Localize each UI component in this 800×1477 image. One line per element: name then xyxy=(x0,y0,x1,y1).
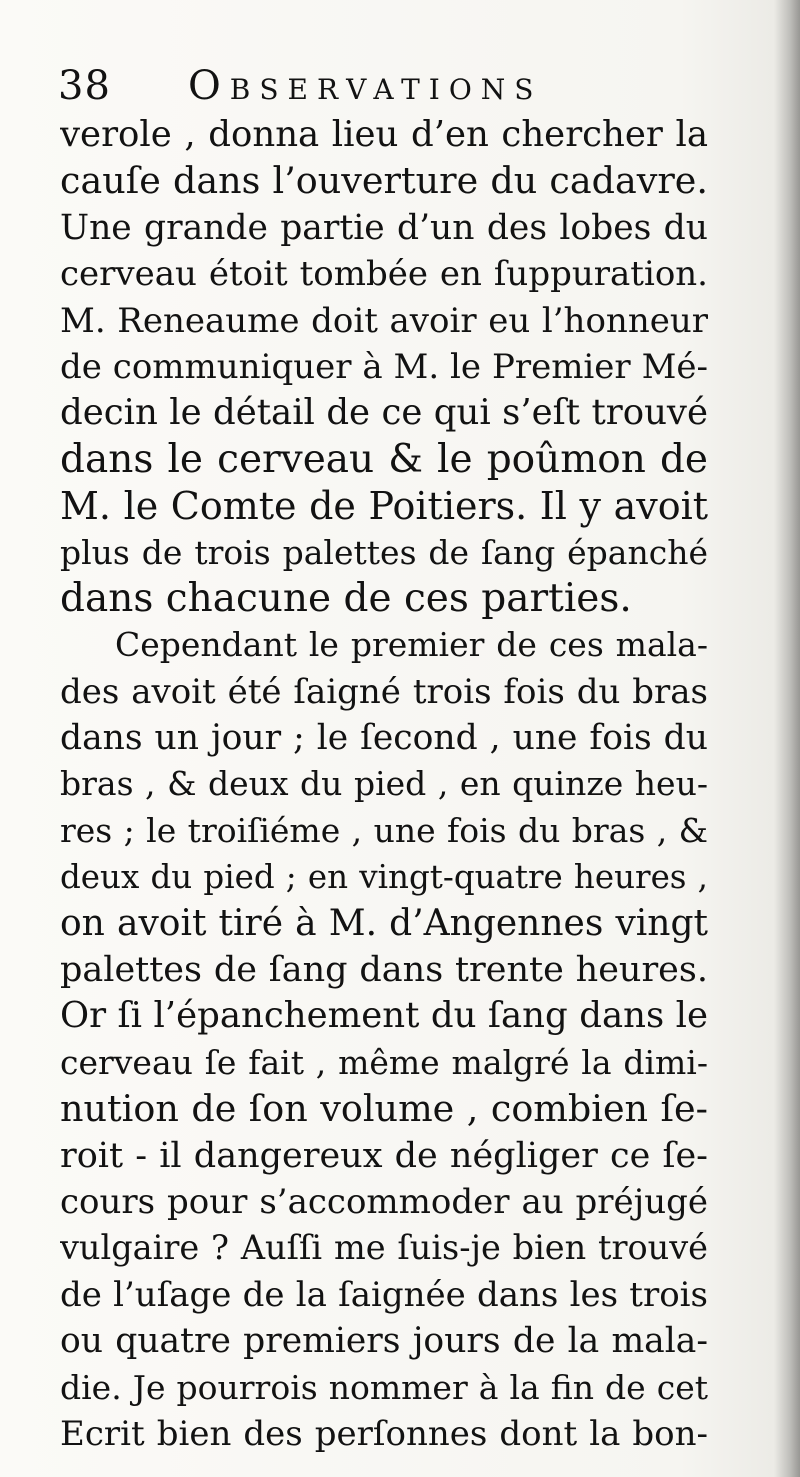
text-line: verole , donna lieu d’en chercher la xyxy=(60,114,708,155)
text-line: res ; le troiſiéme , une fois du bras , & xyxy=(60,810,708,850)
text-line: Or ſi l’épanchement du ſang dans le xyxy=(60,995,708,1037)
text-line: die. Je pourrois nommer à la fin de cet xyxy=(60,1367,708,1407)
text-line: cerveau ſe fait , même malgré la dimi- xyxy=(60,1042,708,1082)
text-line: bras , & deux du pied , en quinze heu- xyxy=(60,764,708,804)
text-line: deux du pied ; en vingt-quatre heures , xyxy=(60,858,708,897)
text-line: on avoit tiré à M. d’Angennes vingt xyxy=(60,902,708,944)
page-number: 38 xyxy=(58,63,111,109)
text-line: dans chacune de ces parties. xyxy=(60,575,632,621)
text-line: plus de trois palettes de ſang épanché xyxy=(60,532,708,572)
text-line: M. Reneaume doit avoir eu l’honneur xyxy=(60,300,708,341)
text-line: vulgaire ? Auſſi me ſuis-je bien trouvé xyxy=(60,1228,708,1268)
page-header xyxy=(58,62,718,110)
text-line: ou quatre premiers jours de la mala- xyxy=(60,1321,708,1362)
text-line: de communiquer à M. le Premier Mé- xyxy=(60,346,708,387)
text-line: M. le Comte de Poitiers. Il y avoit xyxy=(60,484,708,529)
body-text xyxy=(60,112,708,1457)
text-line: Ecrit bien des perſonnes dont la bon- xyxy=(60,1413,708,1454)
text-line: Cependant le premier de ces mala- xyxy=(115,625,708,665)
text-line: dans le cerveau & le poûmon de xyxy=(60,436,708,482)
text-line: roit - il dangereux de négliger ce ſe- xyxy=(60,1135,708,1176)
text-line: cours pour s’accommoder au préjugé xyxy=(60,1181,708,1222)
text-line: Une grande partie d’un des lobes du xyxy=(60,207,708,248)
text-line: des avoit été ſaigné trois fois du bras xyxy=(60,671,708,712)
text-line: cauſe dans l’ouverture du cadavre. xyxy=(60,159,708,203)
text-line: cerveau étoit tombée en ſuppuration. xyxy=(60,254,708,295)
text-line: de l’uſage de la ſaignée dans les trois xyxy=(60,1274,708,1315)
running-title: Observations xyxy=(188,63,543,109)
text-line: nution de ſon volume , combien ſe- xyxy=(60,1087,708,1131)
text-line: dans un jour ; le ſecond , une fois du xyxy=(60,718,708,759)
page-edge-shadow xyxy=(774,0,800,1477)
text-line: palettes de ſang dans trente heures. xyxy=(60,950,708,991)
text-line: decin le détail de ce qui s’eſt trouvé xyxy=(60,392,708,434)
